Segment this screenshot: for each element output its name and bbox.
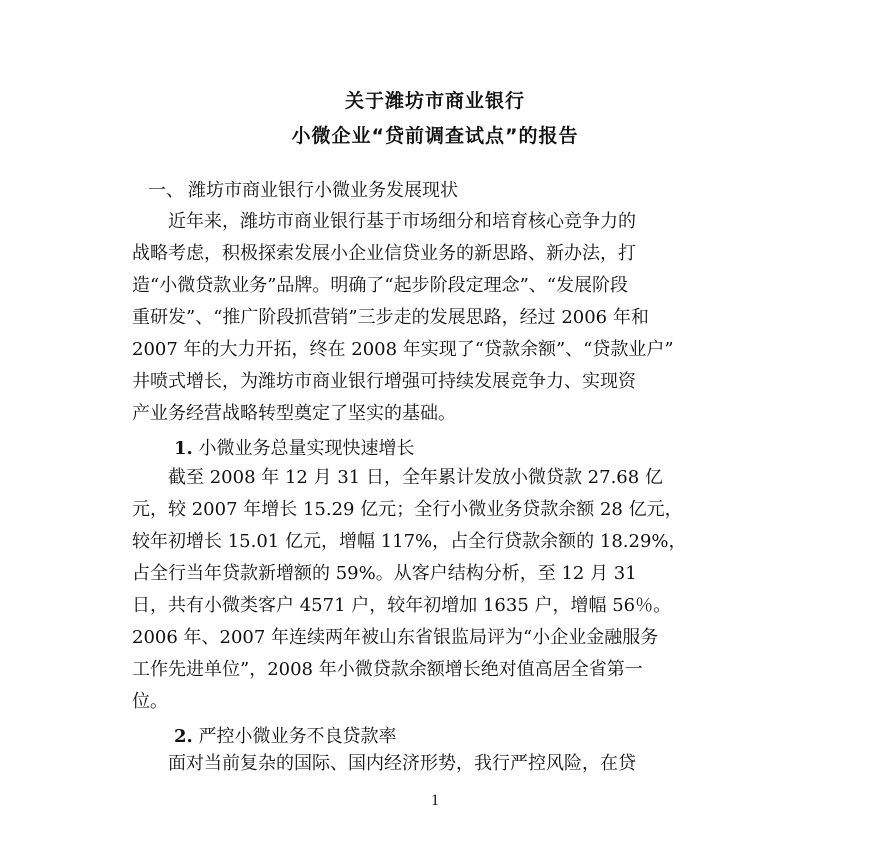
paragraph-line: 重研发”、“推广阶段抓营销”三步走的发展思路，经过 2006 年和 — [132, 307, 649, 328]
page-number: 1 — [431, 792, 439, 809]
paragraph-line: 占全行当年贷款新增额的 59%。从客户结构分析，至 12 月 31 — [132, 563, 637, 584]
paragraph-line: 近年来，潍坊市商业银行基于市场细分和培育核心竞争力的 — [132, 211, 636, 232]
paragraph-line: 井喷式增长，为潍坊市商业银行增强可持续发展竞争力、实现资 — [132, 371, 636, 392]
paragraph-line: 较年初增长 15.01 亿元，增幅 117%，占全行贷款余额的 18.29%， — [132, 531, 687, 552]
paragraph-line: 日，共有小微类客户 4571 户，较年初增加 1635 户，增幅 56％。 — [132, 595, 672, 616]
section-number: 一、 — [148, 180, 184, 201]
report-title-line-1: 关于潍坊市商业银行 — [344, 90, 525, 112]
subsection-heading-text: 严控小微业务不良贷款率 — [198, 726, 397, 747]
subsection-heading — [174, 434, 415, 460]
paragraph-line: 战略考虑，积极探索发展小企业信贷业务的新思路、新办法，打 — [132, 243, 636, 264]
subsection-heading — [174, 722, 397, 748]
paragraph-line: 位。 — [132, 691, 168, 712]
subsection-number: 1. — [174, 438, 193, 459]
paragraph-line: 面对当前复杂的国际、国内经济形势，我行严控风险，在贷 — [132, 753, 636, 774]
paragraph-line: 截至 2008 年 12 月 31 日，全年累计发放小微贷款 27.68 亿 — [132, 467, 663, 488]
section-heading-text: 潍坊市商业银行小微业务发展现状 — [188, 180, 458, 201]
paragraph-line: 造“小微贷款业务”品牌。明确了“起步阶段定理念”、“发展阶段 — [132, 275, 629, 296]
paragraph-line: 工作先进单位”，2008 年小微贷款余额增长绝对值高居全省第一 — [132, 659, 643, 680]
paragraph-line: 2006 年、2007 年连续两年被山东省银监局评为“小企业金融服务 — [132, 627, 659, 648]
report-title-line-2: 小微企业“贷前调查试点”的报告 — [291, 125, 579, 147]
paragraph-line: 元，较 2007 年增长 15.29 亿元；全行小微业务贷款余额 28 亿元， — [132, 499, 683, 520]
subsection-heading-text: 小微业务总量实现快速增长 — [198, 438, 415, 459]
paragraph-line: 产业务经营战略转型奠定了坚实的基础。 — [132, 403, 456, 424]
paragraph-line: 2007 年的大力开拓，终在 2008 年实现了“贷款余额”、“贷款业户” — [132, 339, 674, 360]
section-heading — [148, 176, 458, 202]
subsection-number: 2. — [174, 726, 193, 747]
